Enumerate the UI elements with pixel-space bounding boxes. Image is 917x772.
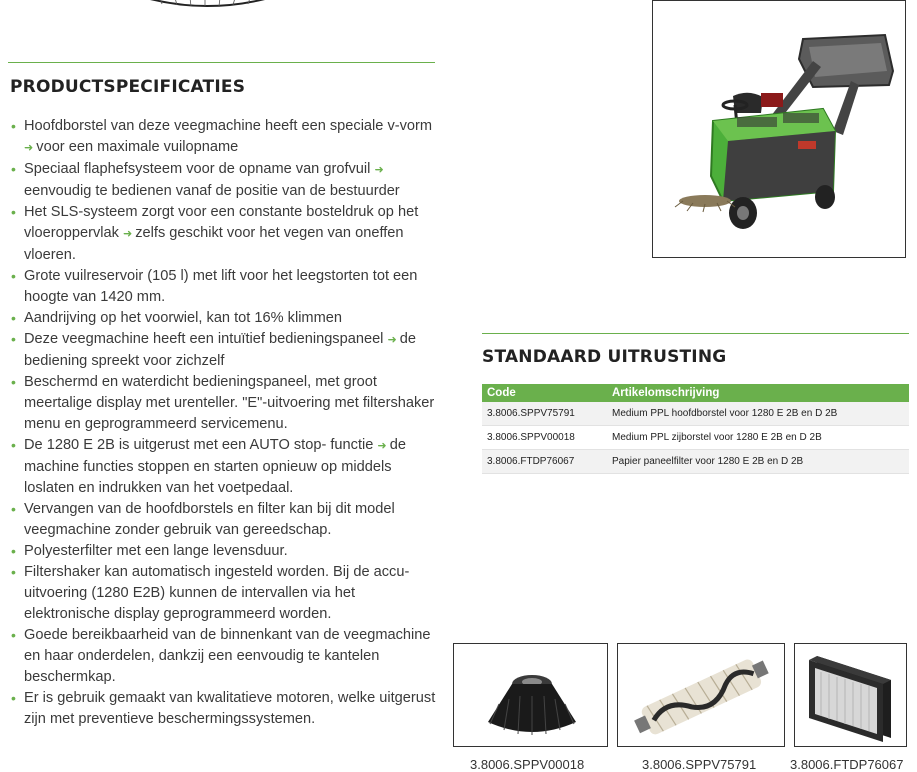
thumbnail-main-brush[interactable]: [617, 643, 785, 747]
spec-text: Aandrijving op het voorwiel, kan tot 16% klimmen: [24, 310, 342, 326]
spec-text: Grote vuilreservoir (105 l) met lift voor het leegstorten tot een hoogte van 1420 mm.: [24, 268, 418, 305]
bullet-icon: •: [11, 118, 16, 134]
side-brush-icon: [454, 644, 607, 746]
spec-item: [8, 499, 440, 541]
row-description: Medium PPL zijborstel voor 1280 E 2B en D 2B: [607, 426, 909, 450]
spec-text: Vervangen van de hoofdborstels en filter kan bij dit model veegmachine zonder gebruik van gereedschap.: [24, 501, 395, 538]
spec-text: De 1280 E 2B is uitgerust met een AUTO stop- functie: [24, 437, 378, 453]
specs-heading: PRODUCTSPECIFICATIES: [10, 77, 246, 97]
bullet-icon: •: [11, 161, 16, 177]
spec-item: [8, 372, 440, 435]
bullet-icon: •: [11, 627, 16, 643]
equipment-divider: [482, 333, 909, 334]
spec-item: [8, 541, 440, 562]
brush-image-partial: [150, 0, 265, 8]
spec-text: Deze veegmachine heeft een intuïtief bedieningspaneel: [24, 331, 388, 347]
bullet-icon: •: [11, 268, 16, 284]
thumbnail-caption: 3.8006.SPPV00018: [470, 757, 585, 772]
panel-filter-icon: [795, 644, 906, 746]
table-row: [482, 402, 909, 426]
bullet-icon: •: [11, 437, 16, 453]
row-description: Papier paneelfilter voor 1280 E 2B en D 2B: [607, 450, 909, 474]
table-row: [482, 426, 909, 450]
row-description: Medium PPL hoofdborstel voor 1280 E 2B en D 2B: [607, 402, 909, 426]
table-row: [482, 450, 909, 474]
spec-text-benefit: de machine functies stoppen en starten opnieuw op middels loslaten en indrukken van het voetpedaal.: [24, 437, 406, 496]
spec-text: Polyesterfilter met een lange levensduur.: [24, 543, 288, 559]
bullet-icon: •: [11, 310, 16, 326]
bullet-icon: •: [11, 564, 16, 580]
bullet-icon: •: [11, 501, 16, 517]
arrow-icon: ➜: [122, 228, 136, 240]
spec-item: [8, 266, 440, 308]
spec-text: Goede bereikbaarheid van de binnenkant van de veegmachine en haar onderdelen, dankzij een eenvoudig te kantelen beschermkap.: [24, 627, 431, 685]
bullet-icon: •: [11, 690, 16, 706]
column-header-description: Artikelomschrijving: [607, 384, 909, 402]
bullet-icon: •: [11, 374, 16, 390]
machine-image: [652, 0, 906, 258]
equipment-table: [482, 384, 909, 474]
row-code: 3.8006.FTDP76067: [482, 450, 607, 474]
spec-item: [8, 435, 440, 499]
bullet-icon: •: [11, 204, 16, 220]
sweeper-machine-icon: [653, 1, 905, 257]
spec-text: Het SLS-systeem zorgt voor een constante bosteldruk op het vloeroppervlak: [24, 204, 419, 241]
bullet-icon: •: [11, 543, 16, 559]
row-code: 3.8006.SPPV00018: [482, 426, 607, 450]
spec-item: [8, 308, 440, 329]
thumbnail-caption: 3.8006.SPPV75791: [642, 757, 757, 772]
row-code: 3.8006.SPPV75791: [482, 402, 607, 426]
equipment-heading: STANDAARD UITRUSTING: [482, 347, 727, 367]
arrow-icon: ➜: [24, 142, 37, 154]
main-brush-icon: [618, 644, 784, 746]
spec-item: [8, 116, 440, 159]
spec-text: Hoofdborstel van deze veegmachine heeft een speciale v-vorm: [24, 118, 433, 134]
spec-text: Speciaal flaphefsysteem voor de opname van grofvuil: [24, 161, 375, 177]
spec-text: Filtershaker kan automatisch ingesteld worden. Bij de accu-uitvoering (1280 E2B) kunnen de intervallen via het elektronische display geprogrammeerd worden.: [24, 564, 410, 622]
spec-text-benefit: zelfs geschikt voor het vegen van oneffen vloeren.: [24, 225, 404, 263]
table-header-row: [482, 384, 909, 402]
spec-text: Beschermd en waterdicht bedieningspaneel, met groot meertalige display met urenteller. "E"-uitvoering met filtershaker menu en geprogrammeerd servicemenu.: [24, 374, 435, 432]
thumbnail-panel-filter[interactable]: [794, 643, 907, 747]
specs-list: [8, 116, 440, 730]
spec-item: [8, 159, 440, 202]
spec-text-benefit: voor een maximale vuilopname: [36, 139, 239, 155]
column-header-code: Code: [482, 384, 607, 402]
spec-item: [8, 625, 440, 688]
arrow-icon: ➜: [377, 440, 390, 452]
spec-text: Er is gebruik gemaakt van kwalitatieve motoren, welke uitgerust zijn met preventieve beschermingssystemen.: [24, 690, 436, 727]
spec-text-benefit: de bediening spreekt voor zichzelf: [24, 331, 416, 369]
spec-item: [8, 202, 440, 266]
spec-text-benefit: eenvoudig te bedienen vanaf de positie van de bestuurder: [24, 183, 400, 199]
thumbnail-caption: 3.8006.FTDP76067: [790, 757, 904, 772]
arrow-icon: ➜: [374, 164, 384, 176]
thumbnail-side-brush[interactable]: [453, 643, 608, 747]
spec-item: [8, 329, 440, 372]
specs-divider: [8, 62, 435, 63]
spec-item: [8, 562, 440, 625]
spec-item: [8, 688, 440, 730]
bullet-icon: •: [11, 331, 16, 347]
arrow-icon: ➜: [387, 334, 400, 346]
